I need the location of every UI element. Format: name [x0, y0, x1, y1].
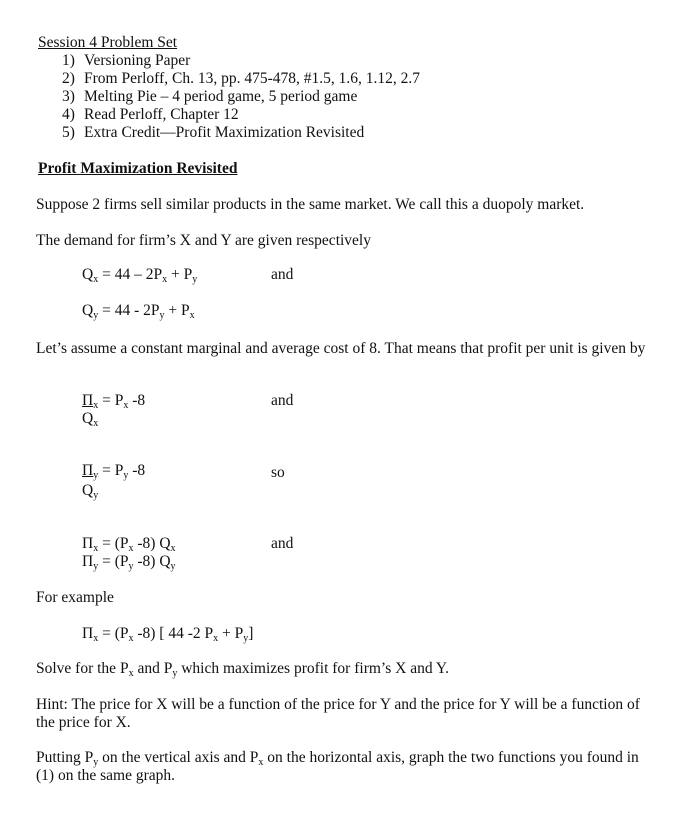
intro-paragraph: Suppose 2 firms sell similar products in the same market. We call this a duopoly market. — [36, 196, 585, 213]
quantity-x-denominator: $Q_x$ — [82, 410, 99, 429]
example-equation: $\Pi_x = (P_x$ -8) [ 44 -2 $P_x + P_y$] — [82, 625, 254, 644]
list-item: 1) Versioning Paper — [62, 52, 191, 69]
quantity-y-denominator: $Q_y$ — [82, 482, 99, 501]
demand-equation-x: $Q_x = 44 - 2P_x + P_y$ — [82, 266, 198, 285]
section-title: Profit Maximization Revisited — [38, 160, 238, 177]
graph-paragraph: Putting $P_y$ on the vertical axis and $P_x$ on the horizontal axis, graph the two functions you found in (1) on the same graph. — [36, 749, 639, 784]
connector-so: so — [271, 464, 285, 481]
list-item: 5) Extra Credit—Profit Maximization Revisited — [62, 124, 365, 141]
profit-per-unit-x: $\Pi_x = P_x$ -8 — [82, 392, 146, 411]
cost-paragraph: Let’s assume a constant marginal and average cost of 8. That means that profit per unit is given by — [36, 340, 646, 357]
demand-equation-y: $Q_y = 44 - 2P_y + P_x$ — [82, 302, 195, 321]
page-title: Session 4 Problem Set — [38, 34, 178, 51]
connector-and: and — [271, 266, 294, 283]
hint-paragraph: Hint: The price for X will be a function of the price for Y and the price for Y will be a function of the price for X. — [36, 696, 640, 731]
list-item: 3) Melting Pie – 4 period game, 5 period game — [62, 88, 358, 105]
solve-paragraph: Solve for the $P_x$ and $P_y$ which maximizes profit for firm’s X and Y. — [36, 660, 449, 679]
example-label: For example — [36, 589, 114, 606]
profit-per-unit-y: $\Pi_y = P_y$ -8 — [82, 462, 146, 481]
profit-equation-y: $\Pi_y = (P_y$ -8) $Q_y$ — [82, 553, 176, 572]
list-item: 2) From Perloff, Ch. 13, pp. 475-478, #1.5, 1.6, 1.12, 2.7 — [62, 70, 420, 87]
profit-equation-x: $\Pi_x = (P_x$ -8) $Q_x$ — [82, 535, 176, 554]
connector-and: and — [271, 535, 294, 552]
demand-paragraph: The demand for firm’s X and Y are given respectively — [36, 232, 371, 249]
list-item: 4) Read Perloff, Chapter 12 — [62, 106, 239, 123]
connector-and: and — [271, 392, 294, 409]
